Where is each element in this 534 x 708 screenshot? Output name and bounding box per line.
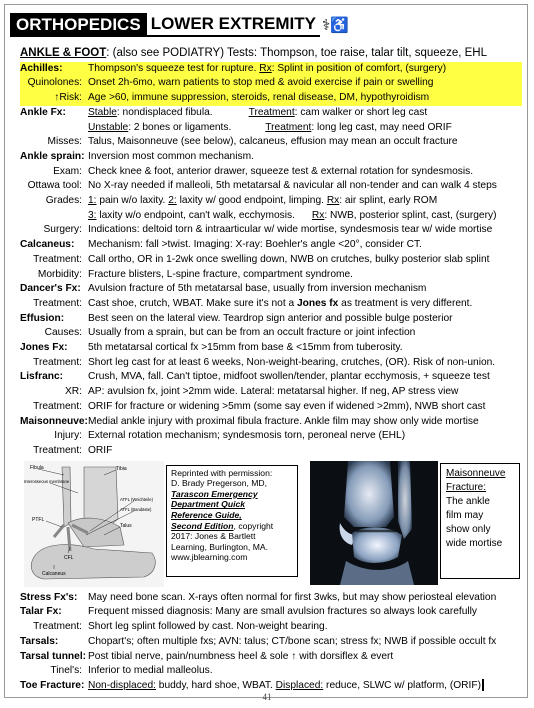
row-misses: Misses: Talus, Maisonneuve (see below), calcaneus, effusion may mean an occult fracture	[47, 136, 458, 148]
row-calcaneus-treatment: Treatment: Call ortho, OR in 1-2wk once swelling down, NWB on crutches, bulky posterior slab splint	[33, 253, 490, 265]
section-title-white: LOWER EXTREMITY	[147, 13, 320, 37]
row-tinels: Tinel's: Inferior to medial malleolus.	[50, 665, 213, 677]
diagram-label-ptfl: PTFL	[32, 516, 45, 523]
row-morbidity: Morbidity: Fracture blisters, L-spine fracture, compartment syndrome.	[37, 268, 353, 280]
row-talar-treatment: Treatment: Short leg splint followed by cast. Non-weight bearing.	[33, 621, 328, 633]
ankle-ligament-diagram	[24, 461, 164, 587]
row-effusion: Effusion: Best seen on the lateral view. Teardrop sign anterior and possible bulge posterior	[20, 312, 453, 324]
diagram-label-atfl-1: ATFL (Weichteile)	[120, 496, 153, 502]
diagram-label-talus: Talus	[120, 522, 132, 529]
row-jones-treatment: Treatment: Short leg cast for at least 6 weeks, Non-weight-bearing, crutches, (OR). Risk of non-union.	[33, 356, 496, 368]
row-xr: XR: AP: avulsion fx, joint >2mm wide. Lateral: metatarsal higher. If neg, AP stress view	[65, 386, 459, 398]
ankle-xray-image	[310, 461, 438, 585]
row-stress-fx: Stress Fx's: May need bone scan. X-rays often normal for first 3wks, but may show periosteal elevation	[20, 591, 497, 603]
row-ankle-fx: Ankle Fx: Stable: nondisplaced fibula. Treatment: cam walker or short leg cast	[20, 106, 428, 118]
header-icons: ⚕♿	[321, 17, 349, 34]
row-injury: Injury: External rotation mechanism; syndesmosis torn, peroneal nerve (EHL)	[54, 430, 406, 442]
xray-caption: Maisonneuve Fracture: The ankle film may show only wide mortise	[440, 463, 520, 579]
subsection-heading: ANKLE & FOOT: (also see PODIATRY) Tests: Thompson, toe raise, talar tilt, squeeze, EHL	[20, 47, 487, 59]
figure-area	[20, 459, 522, 591]
row-surgery: Surgery: Indications: deltoid torn & intraarticular w/ wide mortise, syndesmosis tear w/ wide mortise	[43, 224, 493, 236]
row-grades: Grades: 1: pain w/o laxity. 2: laxity w/ good endpoint, limping. Rx: air splint, early ROM	[45, 195, 438, 207]
text-cursor	[482, 679, 484, 691]
diagram-label-fibula: Fibula	[30, 464, 44, 471]
row-achilles: Achilles: Thompson's squeeze test for rupture. Rx: Splint in position of comfort, (surgery)	[20, 62, 522, 77]
diagram-label-membrane: Interosseous membrane	[24, 478, 70, 484]
row-ankle-unstable: Unstable: 2 bones or ligaments. Treatment: long leg cast, may need ORIF	[88, 121, 452, 133]
row-quinolones: Quinolones: Onset 2h-6mo, warn patients to stop med & avoid exercise if pain or swelling	[20, 76, 522, 91]
row-toe-fracture: Toe Fracture: Non-displaced: buddy, hard shoe, WBAT. Displaced: reduce, SLWC w/ platform, (ORIF)	[20, 679, 522, 694]
row-jones-fx: Jones Fx: 5th metatarsal cortical fx >15mm from base & <15mm from tuberosity.	[20, 342, 403, 354]
diagram-label-atfl-2: ATFL (Bandäste)	[120, 506, 152, 512]
page-header	[10, 12, 349, 38]
row-maisonneuve: Maisonneuve: Medial ankle injury with proximal fibula fracture. Ankle film may show only wide mortise	[20, 415, 479, 427]
row-dancers-fx: Dancer's Fx: Avulsion fracture of 5th metatarsal base, usually from inversion mechanism	[20, 283, 427, 295]
diagram-label-calcaneus: Calcaneus	[42, 570, 66, 577]
row-tarsal-tunnel: Tarsal tunnel: Post tibial nerve, pain/numbness heel & sole ↑ with dorsiflex & evert	[20, 650, 394, 662]
row-talar-fx: Talar Fx: Frequent missed diagnosis: Many are small avulsion fractures so always look carefully	[20, 606, 477, 618]
diagram-label-tibia: Tibia	[116, 465, 127, 472]
row-grade3: 3: laxity w/o endpoint, can't walk, ecchymosis. Rx: NWB, posterior splint, cast, (surgery)	[88, 209, 497, 221]
row-tarsals: Tarsals: Chopart's; often multiple fxs; AVN: talus; CT/bone scan; stress fx; NWB if possible occult fx	[20, 635, 497, 647]
permission-credit: Reprinted with permission: D. Brady Pregerson, MD, Tarascon Emergency Department Quick Reference Guide, Second Edition, copyright 2017: Jones & Bartlett Learning, Burlington, MA. www.jblearning.com	[166, 465, 298, 577]
diagram-label-cfl: CFL	[64, 554, 74, 561]
row-ankle-sprain: Ankle sprain: Inversion most common mechanism.	[20, 150, 254, 162]
row-exam: Exam: Check knee & foot, anterior drawer, squeeze test & external rotation for syndesmosis.	[53, 165, 474, 177]
row-risk: ↑Risk: Age >60, immune suppression, steroids, renal disease, DM, hypothyroidism	[20, 91, 522, 106]
row-maisonneuve-treatment: Treatment: ORIF	[33, 444, 113, 456]
row-dancers-treatment: Treatment: Cast shoe, crutch, WBAT. Make sure it's not a Jones fx as treatment is very different.	[33, 297, 473, 309]
page-number: 41	[262, 692, 272, 702]
section-title-black: ORTHOPEDICS	[10, 13, 147, 37]
content	[20, 46, 522, 694]
row-calcaneus: Calcaneus: Mechanism: fall >twist. Imaging: X-ray: Boehler's angle <20°, consider CT.	[20, 239, 422, 251]
row-causes: Causes: Usually from a sprain, but can be from an occult fracture or joint infection	[44, 327, 416, 339]
row-lisfranc: Lisfranc: Crush, MVA, fall. Can't tiptoe, midfoot swollen/tender, plantar ecchymosis, + squeeze test	[20, 371, 490, 383]
row-lisfranc-treatment: Treatment: ORIF for fracture or widening >5mm (some say even if widened >2mm), NWB short cast	[33, 400, 486, 412]
row-ottawa: Ottawa tool: No X-ray needed if malleoli, 5th metatarsal & navicular all non-tender and can walk 4 steps	[27, 180, 497, 192]
